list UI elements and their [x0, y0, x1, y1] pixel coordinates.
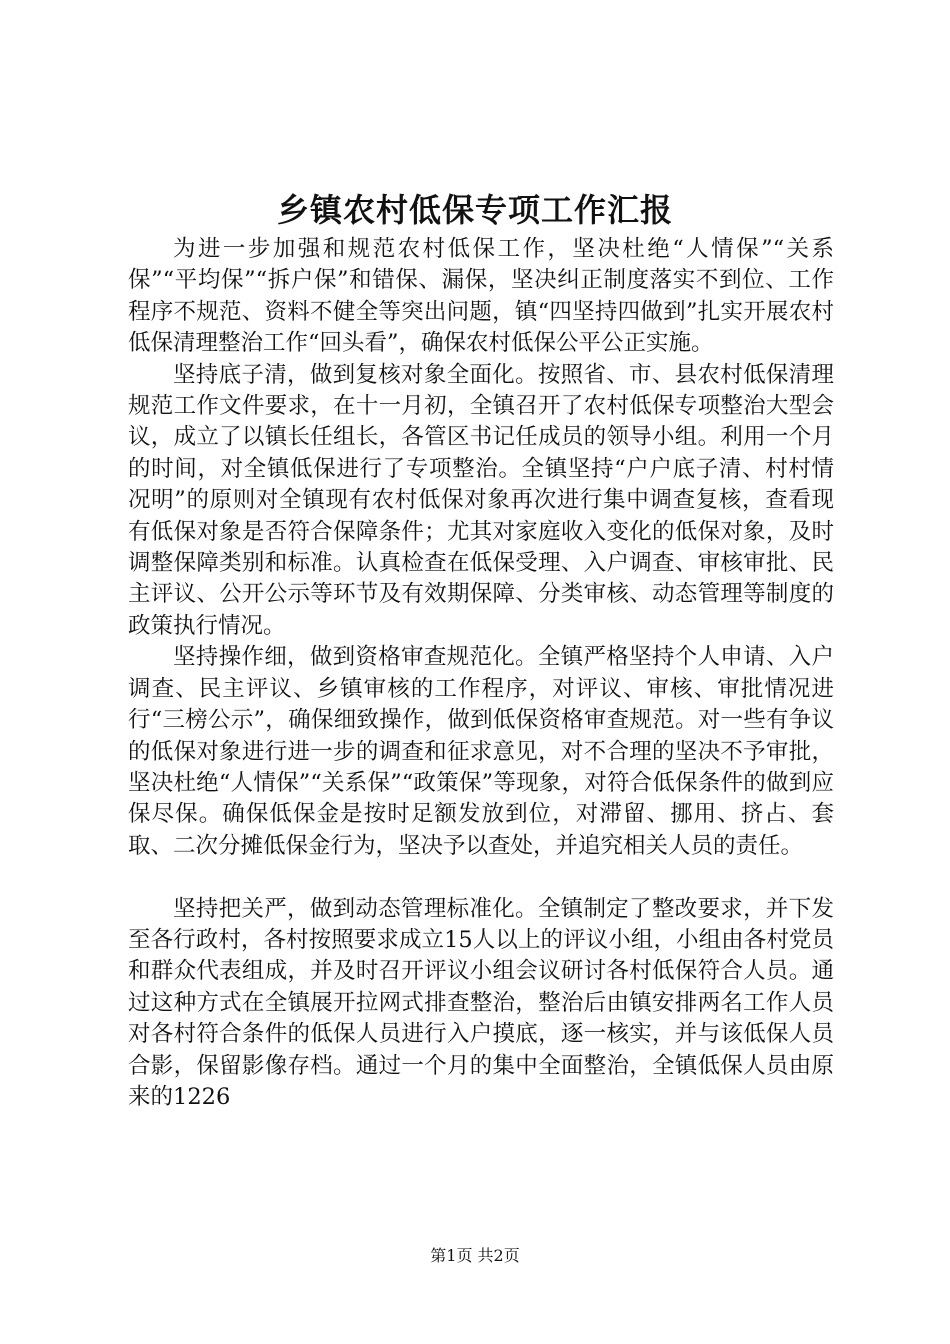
document-body [128, 234, 834, 1113]
paragraph-qualification: 坚持操作细，做到资格审查规范化。全镇严格坚持个人申请、入户调查、民主评议、乡镇审核的工作程序，对评议、审核、审批情况进行“三榜公示”，确保细致操作，做到低保资格审查规范。对一些有争议的低保对象进行进一步的调查和征求意见，对不合理的坚决不予审批，坚决杜绝“人情保”“关系保”“政策保”等现象，对符合低保条件的做到应保尽保。确保低保金是按时足额发放到位，对滞留、挪用、挤占、套取、二次分摊低保金行为，坚决予以查处，并追究相关人员的责任。 [128, 644, 834, 859]
paragraph-verification: 坚持底子清，做到复核对象全面化。按照省、市、县农村低保清理规范工作文件要求，在十一月初，全镇召开了农村低保专项整治大型会议，成立了以镇长任组长，各管区书记任成员的领导小组。利用一个月的时间，对全镇低保进行了专项整治。全镇坚持“户户底子清、村村情况明”的原则对全镇现有农村低保对象再次进行集中调查复核，查看现有低保对象是否符合保障条件；尤其对家庭收入变化的低保对象，及时调整保障类别和标准。认真检查在低保受理、入户调查、审核审批、民主评议、公开公示等环节及有效期保障、分类审核、动态管理等制度的政策执行情况。 [128, 361, 834, 639]
paragraph-intro: 为进一步加强和规范农村低保工作，坚决杜绝“人情保”“关系保”“平均保”“拆户保”和错保、漏保，坚决纠正制度落实不到位、工作程序不规范、资料不健全等突出问题，镇“四坚持四做到”扎实开展农村低保清理整治工作“回头看”，确保农村低保公平公正实施。 [128, 236, 834, 357]
paragraph-dynamic-management: 坚持把关严，做到动态管理标准化。全镇制定了整改要求，并下发至各行政村，各村按照要求成立15人以上的评议小组，小组由各村党员和群众代表组成，并及时召开评议小组会议研讨各村低保符合人员。通过这种方式在全镇展开拉网式排查整治，整治后由镇安排两名工作人员对各村符合条件的低保人员进行入户摸底，逐一核实，并与该低保人员合影，保留影像存档。通过一个月的集中全面整治，全镇低保人员由原来的1226 [128, 895, 834, 1110]
page-footer: 第1页 共2页 [430, 1246, 520, 1265]
document-title: 乡镇农村低保专项工作汇报 [276, 191, 673, 229]
